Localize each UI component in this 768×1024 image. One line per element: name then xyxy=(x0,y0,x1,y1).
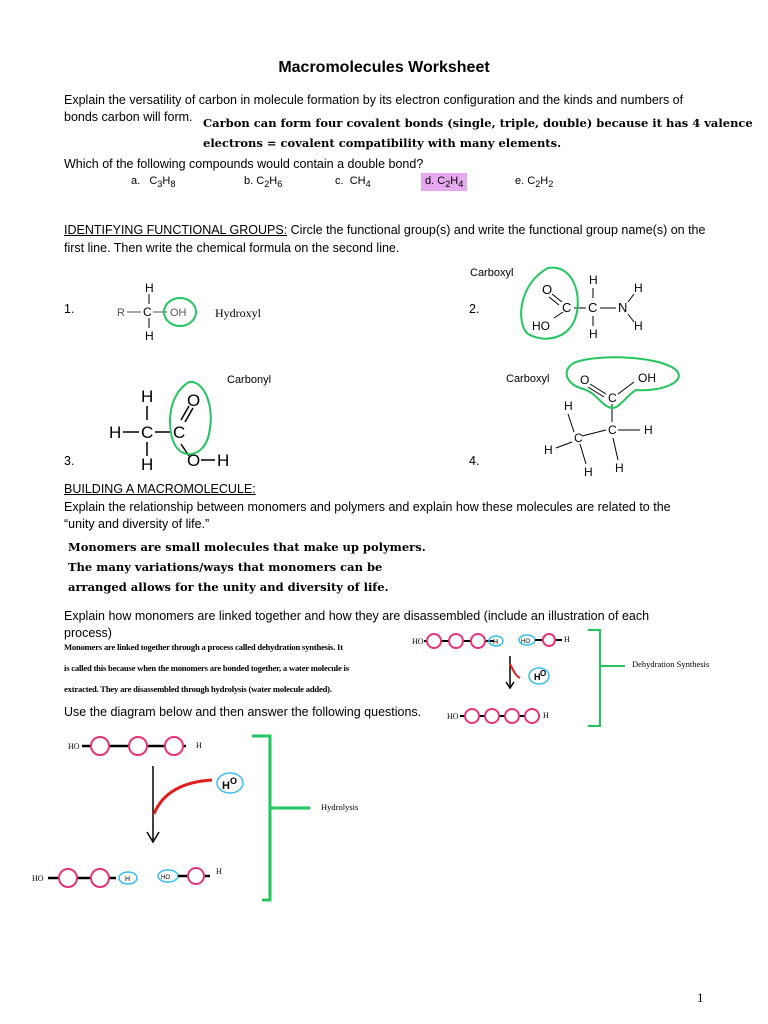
svg-text:H: H xyxy=(216,867,222,876)
svg-text:H: H xyxy=(125,876,131,883)
svg-text:H: H xyxy=(141,455,154,474)
svg-text:O: O xyxy=(542,282,553,297)
item-2-number: 2. xyxy=(469,302,480,316)
macromolecule-heading: BUILDING A MACROMOLECULE: xyxy=(64,482,256,496)
q1-prompt-line2: bonds carbon will form. xyxy=(64,110,193,124)
svg-text:O: O xyxy=(540,669,547,678)
q1-prompt-line1: Explain the versatility of carbon in molecule formation by its electron configuration and the kinds and numbers of xyxy=(64,93,684,107)
hydrolysis-label: Hydrolysis xyxy=(321,802,359,812)
item-1-name: Hydroxyl xyxy=(215,306,261,320)
svg-text:H: H xyxy=(584,465,593,479)
svg-text:H: H xyxy=(543,711,549,720)
svg-text:H: H xyxy=(615,461,624,475)
link-answer-line2: is called this because when the monomers are bonded together, a water molecule is xyxy=(64,663,349,673)
functional-groups-instructions-line2: first line. Then write the chemical formula on the second line. xyxy=(64,241,400,255)
svg-text:HO: HO xyxy=(161,875,170,881)
svg-text:H: H xyxy=(564,635,570,644)
svg-text:H: H xyxy=(634,319,643,333)
svg-text:C: C xyxy=(608,423,617,437)
item-2-name: Carboxyl xyxy=(470,267,514,279)
item-3-number: 3. xyxy=(64,454,75,468)
q1-answer-line2: electrons = covalent compatibility with many elements. xyxy=(203,136,562,150)
svg-text:O: O xyxy=(580,373,590,387)
macromolecule-prompt-line2: “unity and diversity of life.” xyxy=(64,517,210,531)
q2-option-c[interactable]: c. $CH_4$ xyxy=(335,175,371,190)
svg-text:C: C xyxy=(143,305,152,319)
link-question-line2: process) xyxy=(64,626,112,640)
macromolecule-answer-line2: The many variations/ways that monomers can be xyxy=(68,560,383,574)
svg-text:H: H xyxy=(589,273,598,287)
svg-text:H: H xyxy=(109,423,122,442)
svg-text:H: H xyxy=(145,281,154,295)
svg-text:C: C xyxy=(574,431,583,445)
q2-option-d-selected[interactable]: d. $C_2H_4$ xyxy=(421,173,467,191)
svg-text:OH: OH xyxy=(638,371,656,385)
svg-text:H: H xyxy=(634,281,643,295)
svg-text:O: O xyxy=(230,776,238,786)
q2-option-e[interactable]: e. $C_2H_2$ xyxy=(515,175,554,190)
q2-prompt: Which of the following compounds would contain a double bond? xyxy=(64,157,424,171)
svg-text:H: H xyxy=(145,329,154,343)
svg-text:C: C xyxy=(173,423,186,442)
q2-option-a[interactable]: a. $C_3H_8$ xyxy=(131,175,176,190)
svg-text:HO: HO xyxy=(521,639,530,645)
svg-text:O: O xyxy=(187,391,201,410)
macromolecule-prompt-line1: Explain the relationship between monomers and polymers and explain how these molecules are related to the xyxy=(64,500,671,514)
svg-text:H: H xyxy=(196,741,202,750)
dehydration-label: Dehydration Synthesis xyxy=(632,659,710,669)
item-4-name: Carboxyl xyxy=(506,373,550,385)
molecule-4-diagram xyxy=(540,356,680,479)
dehydration-synthesis-diagram xyxy=(410,626,740,736)
svg-text:H: H xyxy=(544,443,553,457)
svg-text:OH: OH xyxy=(170,307,187,319)
svg-text:C: C xyxy=(608,391,617,405)
svg-text:H: H xyxy=(564,399,573,413)
svg-text:H: H xyxy=(534,672,541,682)
page-number: 1 xyxy=(697,990,704,1005)
functional-groups-instructions: IDENTIFYING FUNCTIONAL GROUPS: Circle the functional group(s) and write the functional group name(s) on the xyxy=(64,223,706,237)
item-3-name: Carbonyl xyxy=(227,374,272,386)
svg-text:H: H xyxy=(589,327,598,341)
molecule-3-diagram xyxy=(105,378,245,473)
svg-text:H: H xyxy=(141,387,154,406)
svg-text:R: R xyxy=(117,307,125,319)
svg-text:H: H xyxy=(644,423,653,437)
q1-answer-line1: Carbon can form four covalent bonds (single, triple, double) because it has 4 valence xyxy=(203,116,753,130)
svg-text:C: C xyxy=(588,300,598,315)
svg-text:H: H xyxy=(222,780,230,792)
q2-option-b[interactable]: b. $C_2H_6$ xyxy=(244,175,283,190)
svg-text:H: H xyxy=(217,451,230,470)
svg-text:HO: HO xyxy=(447,712,459,721)
page-title: Macromolecules Worksheet xyxy=(278,59,490,76)
molecule-1-diagram xyxy=(105,272,215,352)
svg-text:O: O xyxy=(187,451,201,470)
macromolecule-answer-line1: Monomers are small molecules that make up polymers. xyxy=(68,540,426,554)
item-1-number: 1. xyxy=(64,302,75,316)
diagram-prompt: Use the diagram below and then answer the following questions. xyxy=(64,705,422,719)
molecule-2-diagram xyxy=(518,264,668,344)
svg-text:C: C xyxy=(562,300,572,315)
hydrolysis-diagram xyxy=(30,730,370,905)
item-4-number: 4. xyxy=(469,454,480,468)
link-question-line1: Explain how monomers are linked together and how they are disassembled (include an illustration of each xyxy=(64,609,650,623)
svg-text:HO: HO xyxy=(32,874,44,883)
svg-text:C: C xyxy=(141,423,154,442)
svg-text:H: H xyxy=(493,639,499,646)
link-answer-line3: extracted. They are disassembled through hydrolysis (water molecule added). xyxy=(64,684,332,694)
svg-text:N: N xyxy=(618,300,628,315)
svg-text:HO: HO xyxy=(68,742,80,751)
svg-text:HO: HO xyxy=(532,319,550,333)
macromolecule-answer-line3: arranged allows for the unity and diversity of life. xyxy=(68,580,389,594)
link-answer-line1: Monomers are linked together through a process called dehydration synthesis. It xyxy=(64,642,343,652)
dehydration-ho-1: HO xyxy=(412,637,424,646)
